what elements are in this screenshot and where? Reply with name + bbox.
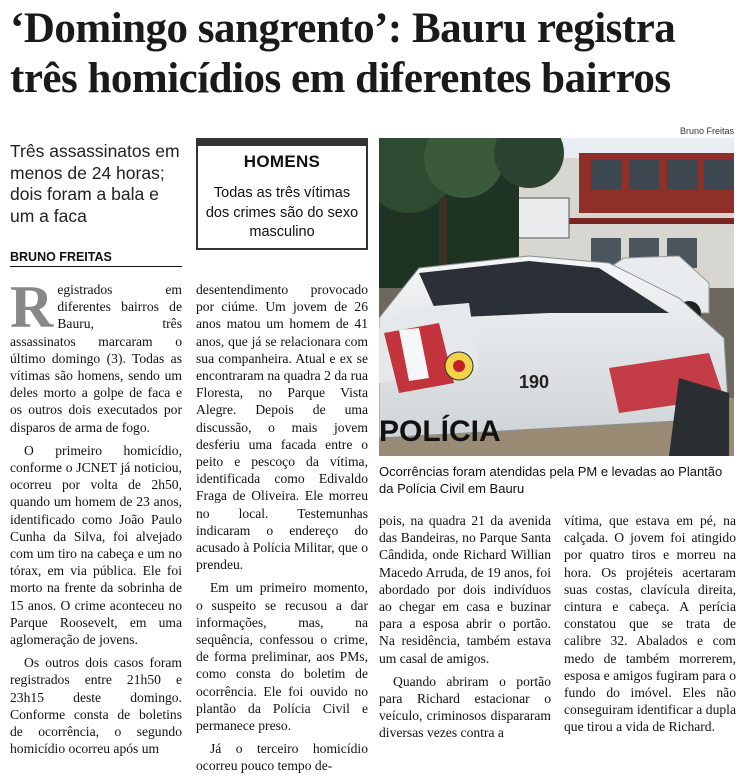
news-photo — [379, 138, 734, 456]
photo-caption: Ocorrências foram atendidas pela PM e levadas ao Plantão da Polícia Civil em Bauru — [379, 464, 723, 496]
article-column-1 — [10, 274, 182, 763]
sidebar-title: HOMENS — [243, 152, 321, 171]
police-car-illustration — [379, 138, 734, 456]
sidebar-box — [196, 138, 368, 250]
car-number: 190 — [519, 372, 550, 392]
paragraph: desentendimento provocado por ciúme. Um jovem de 26 anos matou um homem de 41 anos, que já se relacionara com sua companheira. Atual e ex se encontraram na quadra 2 da rua Floresta, no Parque Vista Alegre. Depois de uma discussão, o mais jovem desferiu uma facada entre o peito e pescoço da vítima, identificada como Edivaldo Fraga de Oliveira. Ele morreu no local. Testemunhas indicaram o endereço do acusado à Polícia Militar, que o prendeu. — [196, 282, 368, 573]
paragraph: O primeiro homicídio, conforme o JCNET já noticiou, ocorreu por volta de 2h50, quando um homem de 23 anos, identificado como João Paulo Cunha da Silva, foi alvejado com um tiro na cabeça e um no tórax, em via pública. Ele foi morto na frente da sobrinha de 15 anos. O crime aconteceu no Parque Roosevelt, em uma aglomeração de jovens. — [10, 442, 182, 648]
byline: BRUNO FREITAS — [10, 250, 182, 267]
paragraph-text: egistrados em diferentes bairros de Bauru, três assassinatos marcaram o último domingo (3). Todas as vítimas são homens, sendo um deles morto a golpe de faca e os outros dois executados por disparos de arma de fogo. — [10, 282, 182, 435]
article-column-2 — [196, 281, 368, 781]
car-police-text: POLÍCIA — [379, 415, 501, 448]
paragraph — [10, 274, 182, 436]
article-column-4 — [564, 512, 736, 742]
headline: ‘Domingo sangrento’: Bauru registra três homicídios em diferentes bairros — [10, 5, 676, 102]
paragraph: Os outros dois casos foram registrados entre 21h50 e 23h15 deste domingo. Conforme consta de boletins de ocorrência, o segundo homicídio ocorreu após um — [10, 655, 182, 757]
paragraph: Já o terceiro homicídio ocorreu pouco tempo de- — [196, 741, 368, 774]
paragraph: Em um primeiro momento, o suspeito se recusou a dar informações, mas, na sequência, confessou o crime, de forma preliminar, aos PMs, como consta do boletim de ocorrência. Ele foi ouvido no plantão da Polícia Civil e permanece preso. — [196, 580, 368, 734]
photo-credit: Bruno Freitas — [679, 126, 734, 136]
sidebar-text: Todas as três vítimas dos crimes são do sexo masculino — [205, 185, 359, 240]
article-column-3 — [379, 512, 551, 748]
paragraph: pois, na quadra 21 da avenida das Bandeiras, no Parque Santa Cândida, onde Richard Willian Macedo Arruda, de 19 anos, foi abordado por dois indivíduos ao chegar em casa e buzinar para a esposa abrir o portão. Na residência, também estava um casal de amigos. — [379, 513, 551, 666]
paragraph: Quando abriram o portão para Richard estacionar o veículo, criminosos dispararam diversas vezes contra a — [379, 673, 551, 741]
deck-subtitle: Três assassinatos em menos de 24 horas; dois foram a bala e um a faca — [10, 141, 180, 226]
paragraph: vítima, que estava em pé, na calçada. O jovem foi atingido por quatro tiros e morreu na hora. Os projéteis acertaram suas costas, clavícula direita, cintura e cabeça. A perícia constatou que se trata de calibre 32. Abalados e com medo de também morrerem, esposa e amigos fugiram para o fundo do imóvel. Eles não conseguiram identificar a dupla que tirou a vida de Richard. — [564, 513, 736, 735]
drop-cap: R — [10, 274, 54, 340]
sidebar-top-bar — [196, 138, 368, 146]
